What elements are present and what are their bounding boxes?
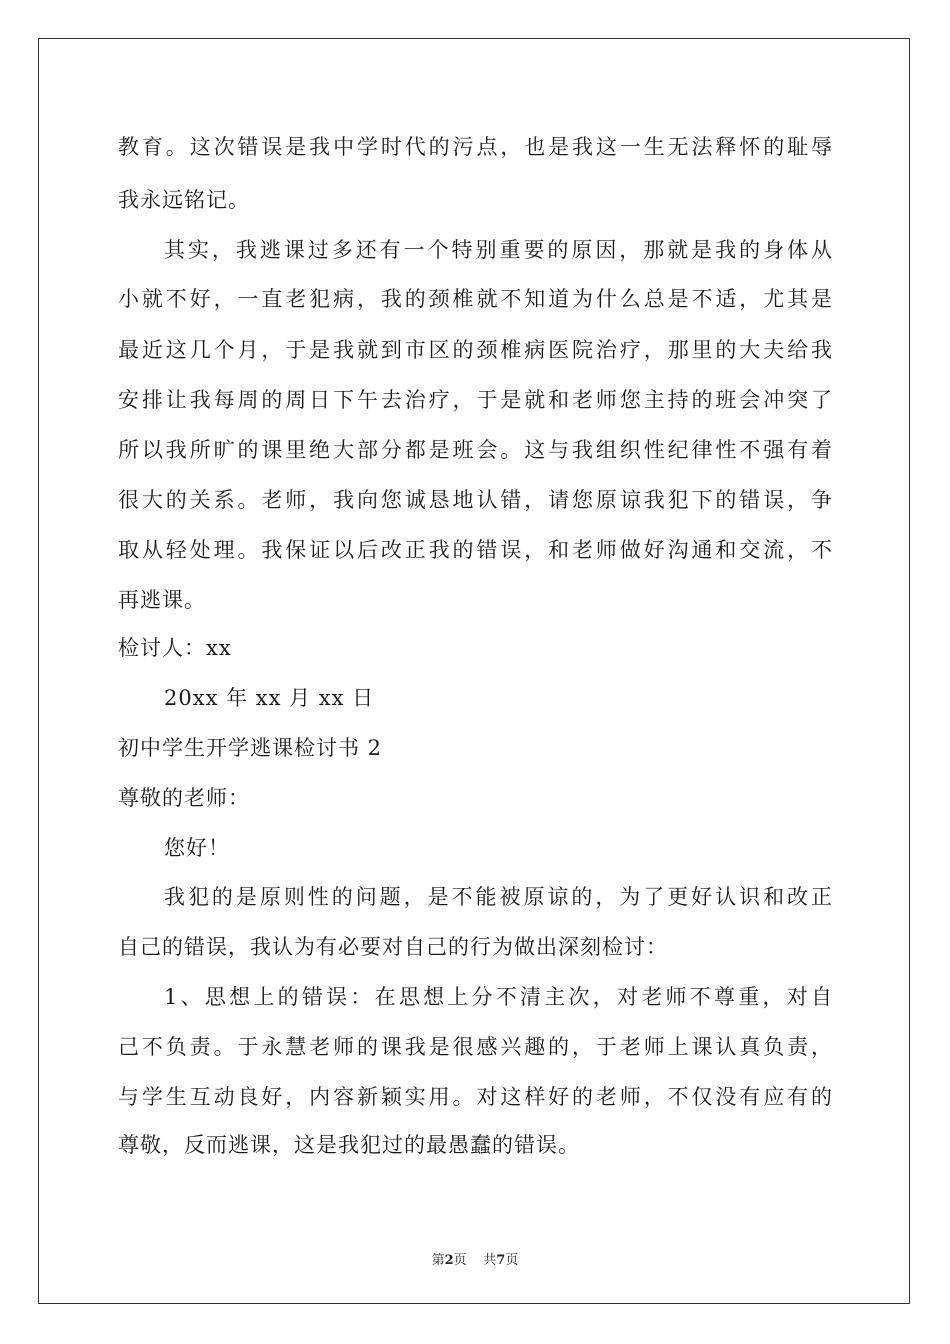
text-line: 其实，我逃课过多还有一个特别重要的原因，那就是我的身体从 xyxy=(164,238,832,262)
text-line: 与学生互动良好，内容新颖实用。对这样好的老师，不仅没有应有的 xyxy=(118,1085,832,1109)
text-line: 己不负责。于永慧老师的课我是很感兴趣的，于老师上课认真负责， xyxy=(118,1035,832,1059)
page-suffix: 页 xyxy=(453,1253,467,1268)
signature-line: 检讨人：xx xyxy=(118,636,232,660)
total-suffix: 页 xyxy=(505,1253,519,1268)
text-line: 小就不好，一直老犯病，我的颈椎就不知道为什么总是不适，尤其是 xyxy=(118,287,832,311)
text-line: 自己的错误，我认为有必要对自己的行为做出深刻检讨： xyxy=(118,935,668,959)
text-line: 再逃课。 xyxy=(118,588,206,612)
date-line: 20xx 年 xx 月 xx 日 xyxy=(164,686,375,710)
text-line: 我犯的是原则性的问题，是不能被原谅的，为了更好认识和改正 xyxy=(164,885,832,909)
text-line: 1、思想上的错误：在思想上分不清主次，对老师不尊重，对自 xyxy=(164,985,832,1009)
text-line: 所以我所旷的课里绝大部分都是班会。这与我组织性纪律性不强有着 xyxy=(118,438,832,462)
text-line: 安排让我每周的周日下午去治疗，于是就和老师您主持的班会冲突了 xyxy=(118,388,832,412)
page-footer xyxy=(0,1249,950,1268)
text-line: 教育。这次错误是我中学时代的污点，也是我这一生无法释怀的耻辱 xyxy=(118,135,832,159)
page-number: 2 xyxy=(444,1253,454,1268)
page-prefix: 第 xyxy=(431,1253,445,1268)
text-line: 取从轻处理。我保证以后改正我的错误，和老师做好沟通和交流，不 xyxy=(118,538,832,562)
greeting: 您好！ xyxy=(164,836,230,860)
text-line: 尊敬，反而逃课，这是我犯过的最愚蠢的错误。 xyxy=(118,1133,580,1157)
text-line: 我永远铭记。 xyxy=(118,188,250,212)
page-border xyxy=(38,38,910,1304)
section-title: 初中学生开学逃课检讨书 2 xyxy=(118,736,383,760)
text-line: 很大的关系。老师，我向您诚恳地认错，请您原谅我犯下的错误，争 xyxy=(118,488,832,512)
total-pages: 7 xyxy=(496,1253,506,1268)
text-line: 最近这几个月，于是我就到市区的颈椎病医院治疗，那里的大夫给我 xyxy=(118,338,832,362)
salutation: 尊敬的老师： xyxy=(118,786,250,810)
total-prefix: 共 xyxy=(483,1253,497,1268)
